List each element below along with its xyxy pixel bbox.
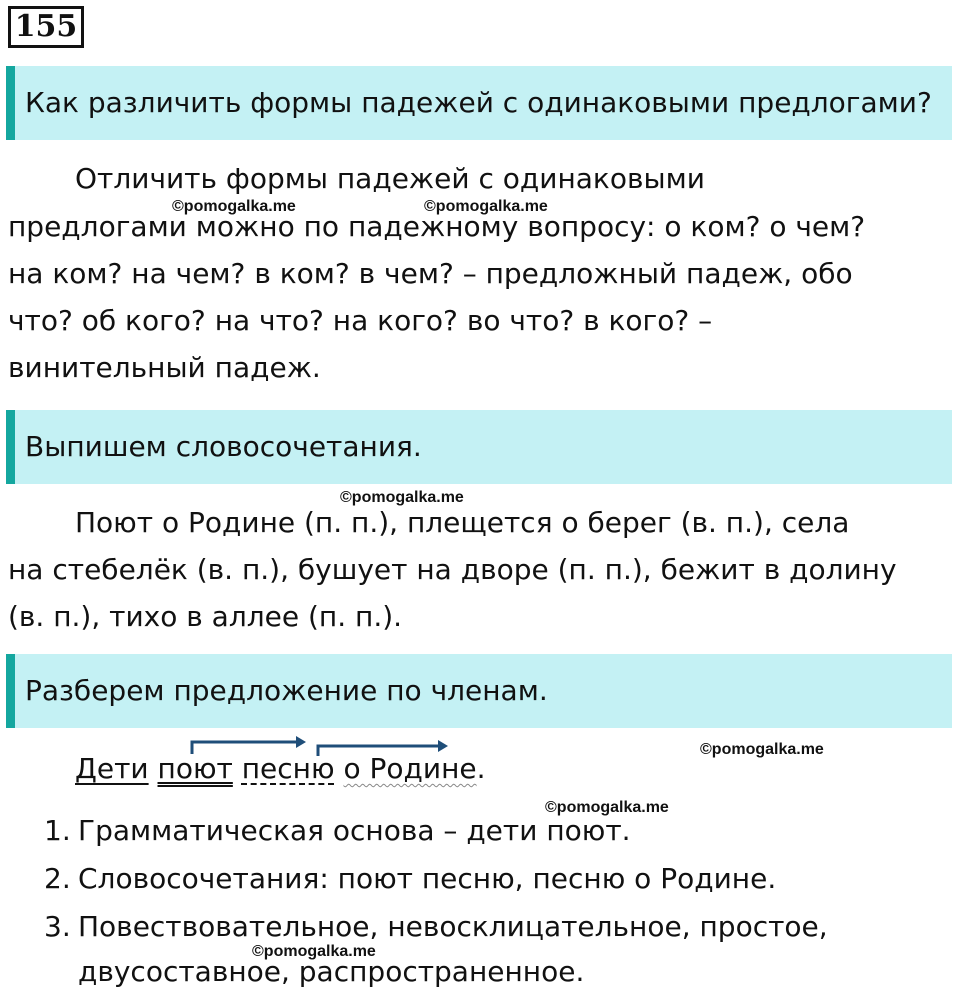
paragraph-line: на ком? на чем? в ком? в чем? – предложный падеж, обо [8,257,853,290]
object: песню [241,752,335,785]
predicate: поют [157,752,233,785]
list-number: 1. [44,814,71,847]
arrowhead [438,740,448,752]
sentence-end: . [476,752,486,785]
watermark: ©pomogalka.me [340,489,464,506]
arrow-poyut-pesnyu [192,742,296,754]
section-heading-1: Как различить формы падежей с одинаковыми предлогами? [6,66,952,140]
task-number: 155 [8,6,84,48]
list-item: двусоставное, распространенное. [78,955,585,988]
watermark: ©pomogalka.me [424,198,548,215]
paragraph-line: предлогами можно по падежному вопросу: о ком? о чем? [8,210,866,243]
adverbial: о Родине [343,752,477,785]
list-number: 3. [44,910,71,943]
list-item: Словосочетания: поют песню, песню о Родине. [78,862,777,895]
paragraph-line: на стебелёк (в. п.), бушует на дворе (п. п.), бежит в долину [8,553,897,586]
word-link-arrows [180,734,460,762]
paragraph-line: винительный падеж. [8,351,321,384]
paragraph-line: (в. п.), тихо в аллее (п. п.). [8,600,403,633]
section-heading-3: Разберем предложение по членам. [6,654,952,728]
list-item: Повествовательное, невосклицательное, простое, [78,910,828,943]
watermark: ©pomogalka.me [172,198,296,215]
watermark: ©pomogalka.me [252,943,376,960]
watermark: ©pomogalka.me [700,741,824,758]
subject: Дети [75,752,149,785]
arrowhead [296,736,306,748]
arrow-pesnyu-o-rodine [318,746,438,756]
paragraph-line: Отличить формы падежей с одинаковыми [75,162,705,195]
paragraph-line: Поют о Родине (п. п.), плещется о берег (в. п.), села [75,506,850,539]
list-number: 2. [44,862,71,895]
paragraph-line: что? об кого? на что? на кого? во что? в кого? – [8,304,713,337]
watermark: ©pomogalka.me [545,799,669,816]
list-item: Грамматическая основа – дети поют. [78,814,631,847]
section-heading-2: Выпишем словосочетания. [6,410,952,484]
